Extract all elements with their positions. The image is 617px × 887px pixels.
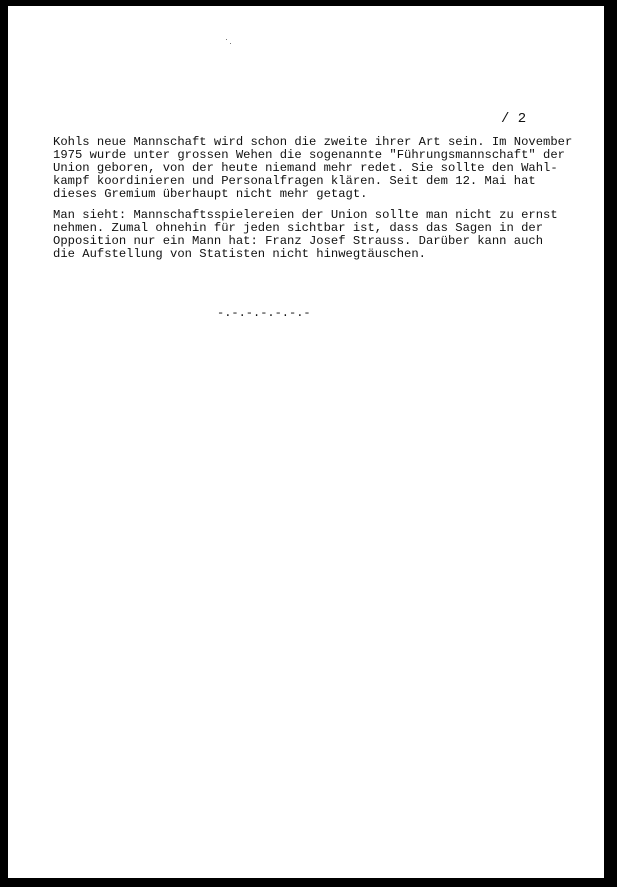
text-line: Man sieht: Mannschaftsspielereien der Union sollte man nicht zu ernst — [53, 208, 558, 222]
section-separator: -.-.-.-.-.-.- — [217, 306, 311, 320]
paragraph-2 — [53, 209, 573, 261]
text-line: nehmen. Zumal ohnehin für jeden sichtbar ist, dass das Sagen in der — [53, 221, 544, 235]
page-number: / 2 — [501, 111, 527, 127]
text-line: die Aufstellung von Statisten nicht hinwegtäuschen. — [53, 247, 426, 261]
text-line: 1975 wurde unter grossen Wehen die sogenannte "Führungsmannschaft" der — [53, 148, 565, 162]
text-line: Opposition nur ein Mann hat: Franz Josef Strauss. Darüber kann auch — [53, 234, 544, 248]
document-page — [8, 6, 604, 878]
text-line: Kohls neue Mannschaft wird schon die zweite ihrer Art sein. Im November — [53, 135, 573, 149]
scan-speck — [230, 43, 231, 44]
paragraph-1 — [53, 136, 573, 201]
text-line: Union geboren, von der heute niemand mehr redet. Sie sollte den Wahl- — [53, 161, 558, 175]
text-line: dieses Gremium überhaupt nicht mehr getagt. — [53, 187, 368, 201]
text-line: kampf koordinieren und Personalfragen klären. Seit dem 12. Mai hat — [53, 174, 536, 188]
scan-speck — [226, 39, 227, 40]
